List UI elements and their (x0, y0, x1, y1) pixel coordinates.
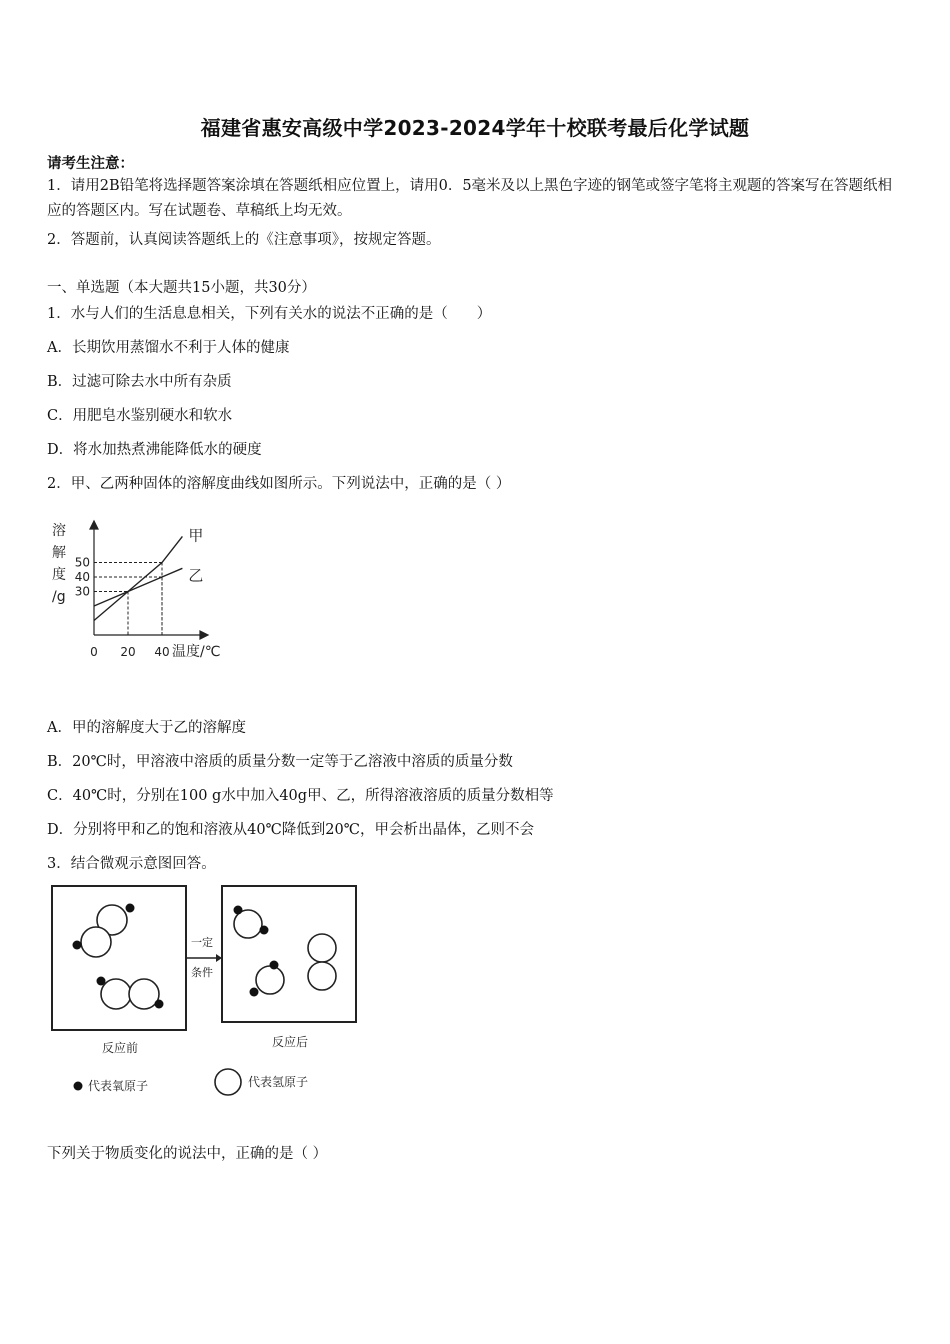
hydrogen-atom (308, 962, 336, 990)
y-axis-label-char: /g (52, 589, 66, 605)
arrow-label-top: 一定 (191, 936, 213, 949)
x-axis-arrow (200, 631, 208, 639)
q3-stem: 3．结合微观示意图回答。 (47, 856, 216, 872)
x-axis-label: 温度/℃ (172, 644, 221, 660)
x-tick-label: 40 (154, 645, 170, 659)
q1-option-b: B．过滤可除去水中所有杂质 (47, 374, 232, 390)
q1-option-a: A．长期饮用蒸馏水不利于人体的健康 (47, 340, 290, 356)
arrow-label-bottom: 条件 (191, 966, 213, 979)
q1-option-d: D．将水加热煮沸能降低水的硬度 (47, 442, 262, 458)
series-line-jia (94, 536, 182, 620)
series-line-yi (94, 568, 182, 606)
hydrogen-atom (129, 979, 159, 1009)
x-tick-label: 20 (120, 645, 136, 659)
oxygen-atom (73, 941, 82, 950)
y-tick-label: 40 (74, 570, 90, 584)
oxygen-atom (155, 1000, 164, 1009)
micro-reaction-diagram (40, 878, 370, 1108)
oxygen-atom (97, 977, 106, 986)
q1-stem: 1．水与人们的生活息息相关，下列有关水的说法不正确的是（ ） (47, 306, 492, 322)
before-caption: 反应前 (101, 1041, 139, 1055)
y-tick-label: 30 (74, 584, 90, 599)
series-label: 甲 (188, 526, 204, 545)
q2-option-d: D．分别将甲和乙的饱和溶液从40℃降低到20℃，甲会析出晶体，乙则不会 (47, 822, 534, 838)
q3-followup: 下列关于物质变化的说法中，正确的是（ ） (47, 1146, 328, 1162)
after-box (222, 886, 356, 1022)
q1-option-c: C．用肥皂水鉴别硬水和软水 (47, 408, 233, 424)
y-tick-label: 50 (74, 555, 90, 570)
q2-option-b: B．20℃时，甲溶液中溶质的质量分数一定等于乙溶液中溶质的质量分数 (47, 754, 513, 770)
oxygen-atom (260, 926, 269, 935)
hydrogen-atom (81, 927, 111, 957)
oxygen-atom (250, 988, 259, 997)
q2-stem: 2．甲、乙两种固体的溶解度曲线如图所示。下列说法中，正确的是（ ） (47, 476, 511, 492)
hydrogen-atom (101, 979, 131, 1009)
q2-option-c: C．40℃时，分别在100 g水中加入40g甲、乙，所得溶液溶质的质量分数相等 (47, 788, 554, 804)
hydrogen-atom (308, 934, 336, 962)
hydrogen-atom (256, 966, 284, 994)
oxygen-atom (126, 904, 135, 913)
oxygen-atom (270, 961, 279, 970)
notice-item-2: 2．答题前，认真阅读答题纸上的《注意事项》，按规定答题。 (47, 232, 441, 248)
legend-hydrogen-label: 代表氢原子 (248, 1075, 309, 1089)
x-tick-label: 0 (90, 645, 98, 659)
y-axis-arrow (90, 521, 98, 529)
y-axis-label-char: 度 (52, 567, 66, 583)
oxygen-atom (234, 906, 243, 915)
y-axis-label-char: 解 (52, 545, 66, 561)
y-axis-label-char: 溶 (52, 523, 66, 539)
after-caption: 反应后 (271, 1035, 309, 1049)
solubility-chart (40, 515, 250, 670)
legend-hydrogen-circle (215, 1069, 241, 1095)
notice-item-1: 1．请用2B铅笔将选择题答案涂填在答题纸相应位置上，请用0．5毫米及以上黑色字迹的钢笔或签字笔将主观题的答案写在答题纸相应的答题区内。写在试题卷、草稿纸上均无效。 (47, 178, 893, 219)
legend-oxygen-label: 代表氧原子 (88, 1079, 149, 1093)
q2-option-a: A．甲的溶解度大于乙的溶解度 (47, 720, 246, 736)
notice-heading: 请考生注意： (47, 155, 134, 172)
series-label: 乙 (188, 566, 204, 585)
section-heading: 一、单选题（本大题共15小题，共30分） (47, 280, 316, 296)
legend-oxygen-dot (74, 1082, 83, 1091)
page-title: 福建省惠安高级中学2023-2024学年十校联考最后化学试题 (200, 116, 750, 140)
